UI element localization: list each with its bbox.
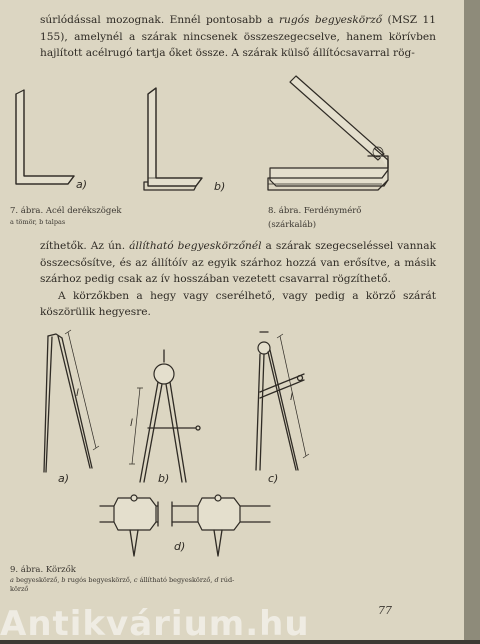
figure-9-compass-a [38,330,108,480]
figure-9-sub-d-letter: d [214,576,219,584]
figure-7-subcaption: a tömör, b talpas [10,218,66,226]
figure-9-sub-c-letter: c [133,576,138,584]
figure-8-subcaption: (szárkaláb) [268,220,317,230]
figure-9-dim-l-c: l [290,392,293,403]
paragraph-2-italic: állítható begyeskörzőnél [129,240,262,252]
figure-9-sub-a-letter: a [10,576,14,584]
figure-9-label-c: c) [268,472,279,485]
paragraph-1 [40,12,436,62]
figure-9-sub-c-text: állítható begyeskörző, [137,576,215,584]
figure-9-dim-l-a: l [76,388,79,399]
figure-7-label-b: b) [214,180,226,193]
page-number: 77 [378,604,392,617]
figure-9-sub-b-text: rugós begyeskörző, [65,576,134,584]
figure-9-label-a: a) [58,472,70,485]
paragraph-1-italic: rugós begyeskörző [278,14,383,26]
figure-9-label-b: b) [158,472,170,485]
figure-8-caption: 8. ábra. Ferdénymérő [268,206,362,216]
figure-9-sub-a-text: begyeskörző, [13,576,62,584]
figure-9-label-d: d) [174,540,186,553]
figure-8-bevel-gauge [262,68,402,208]
paragraph-1-line1-start: súrlódással mozognak. Ennél pontosabb a [40,14,279,26]
figure-9-dim-l-b: l [130,418,133,429]
paragraph-2-start: zíthetők. Az ún. [40,240,130,252]
page-edge [464,0,480,640]
figure-9-sub-b-letter: b [61,576,66,584]
figure-9-sub-d-text: rúd- [218,576,235,584]
figure-7-label-a: a) [76,178,88,191]
paragraph-2 [40,238,436,321]
paragraph-1-line1-end: (MSZ [382,14,418,26]
figure-9-sub-line2: körző [10,585,29,593]
figure-7-caption: 7. ábra. Acél derékszögek [10,206,122,216]
figure-9-compass-c [240,328,320,478]
paragraph-2-end: a szárak szegecseléssel vannak összecsősítve, és az állítóív az egyik szárhoz hozzá van erősítve, a másik szárhoz pedig csak az ív hosszában vezetett csavarral rögzíthető. [40,240,436,286]
paragraph-1-rest: 11 155), amelynél a szárak nincsenek összeszegecselve, hanem körívben hajlított acélrugó tartja őket össze. A szárak külső állítócsavarral rög- [40,14,436,60]
figure-9-caption: 9. ábra. Körzők [10,565,76,575]
figure-9-subcaption [10,576,310,594]
paragraph-3: A körzőkben a hegy vagy cserélhető, vagy pedig a körző szárát köszörülik hegyesre. [40,289,436,319]
watermark: Antikvárium.hu [0,604,310,644]
